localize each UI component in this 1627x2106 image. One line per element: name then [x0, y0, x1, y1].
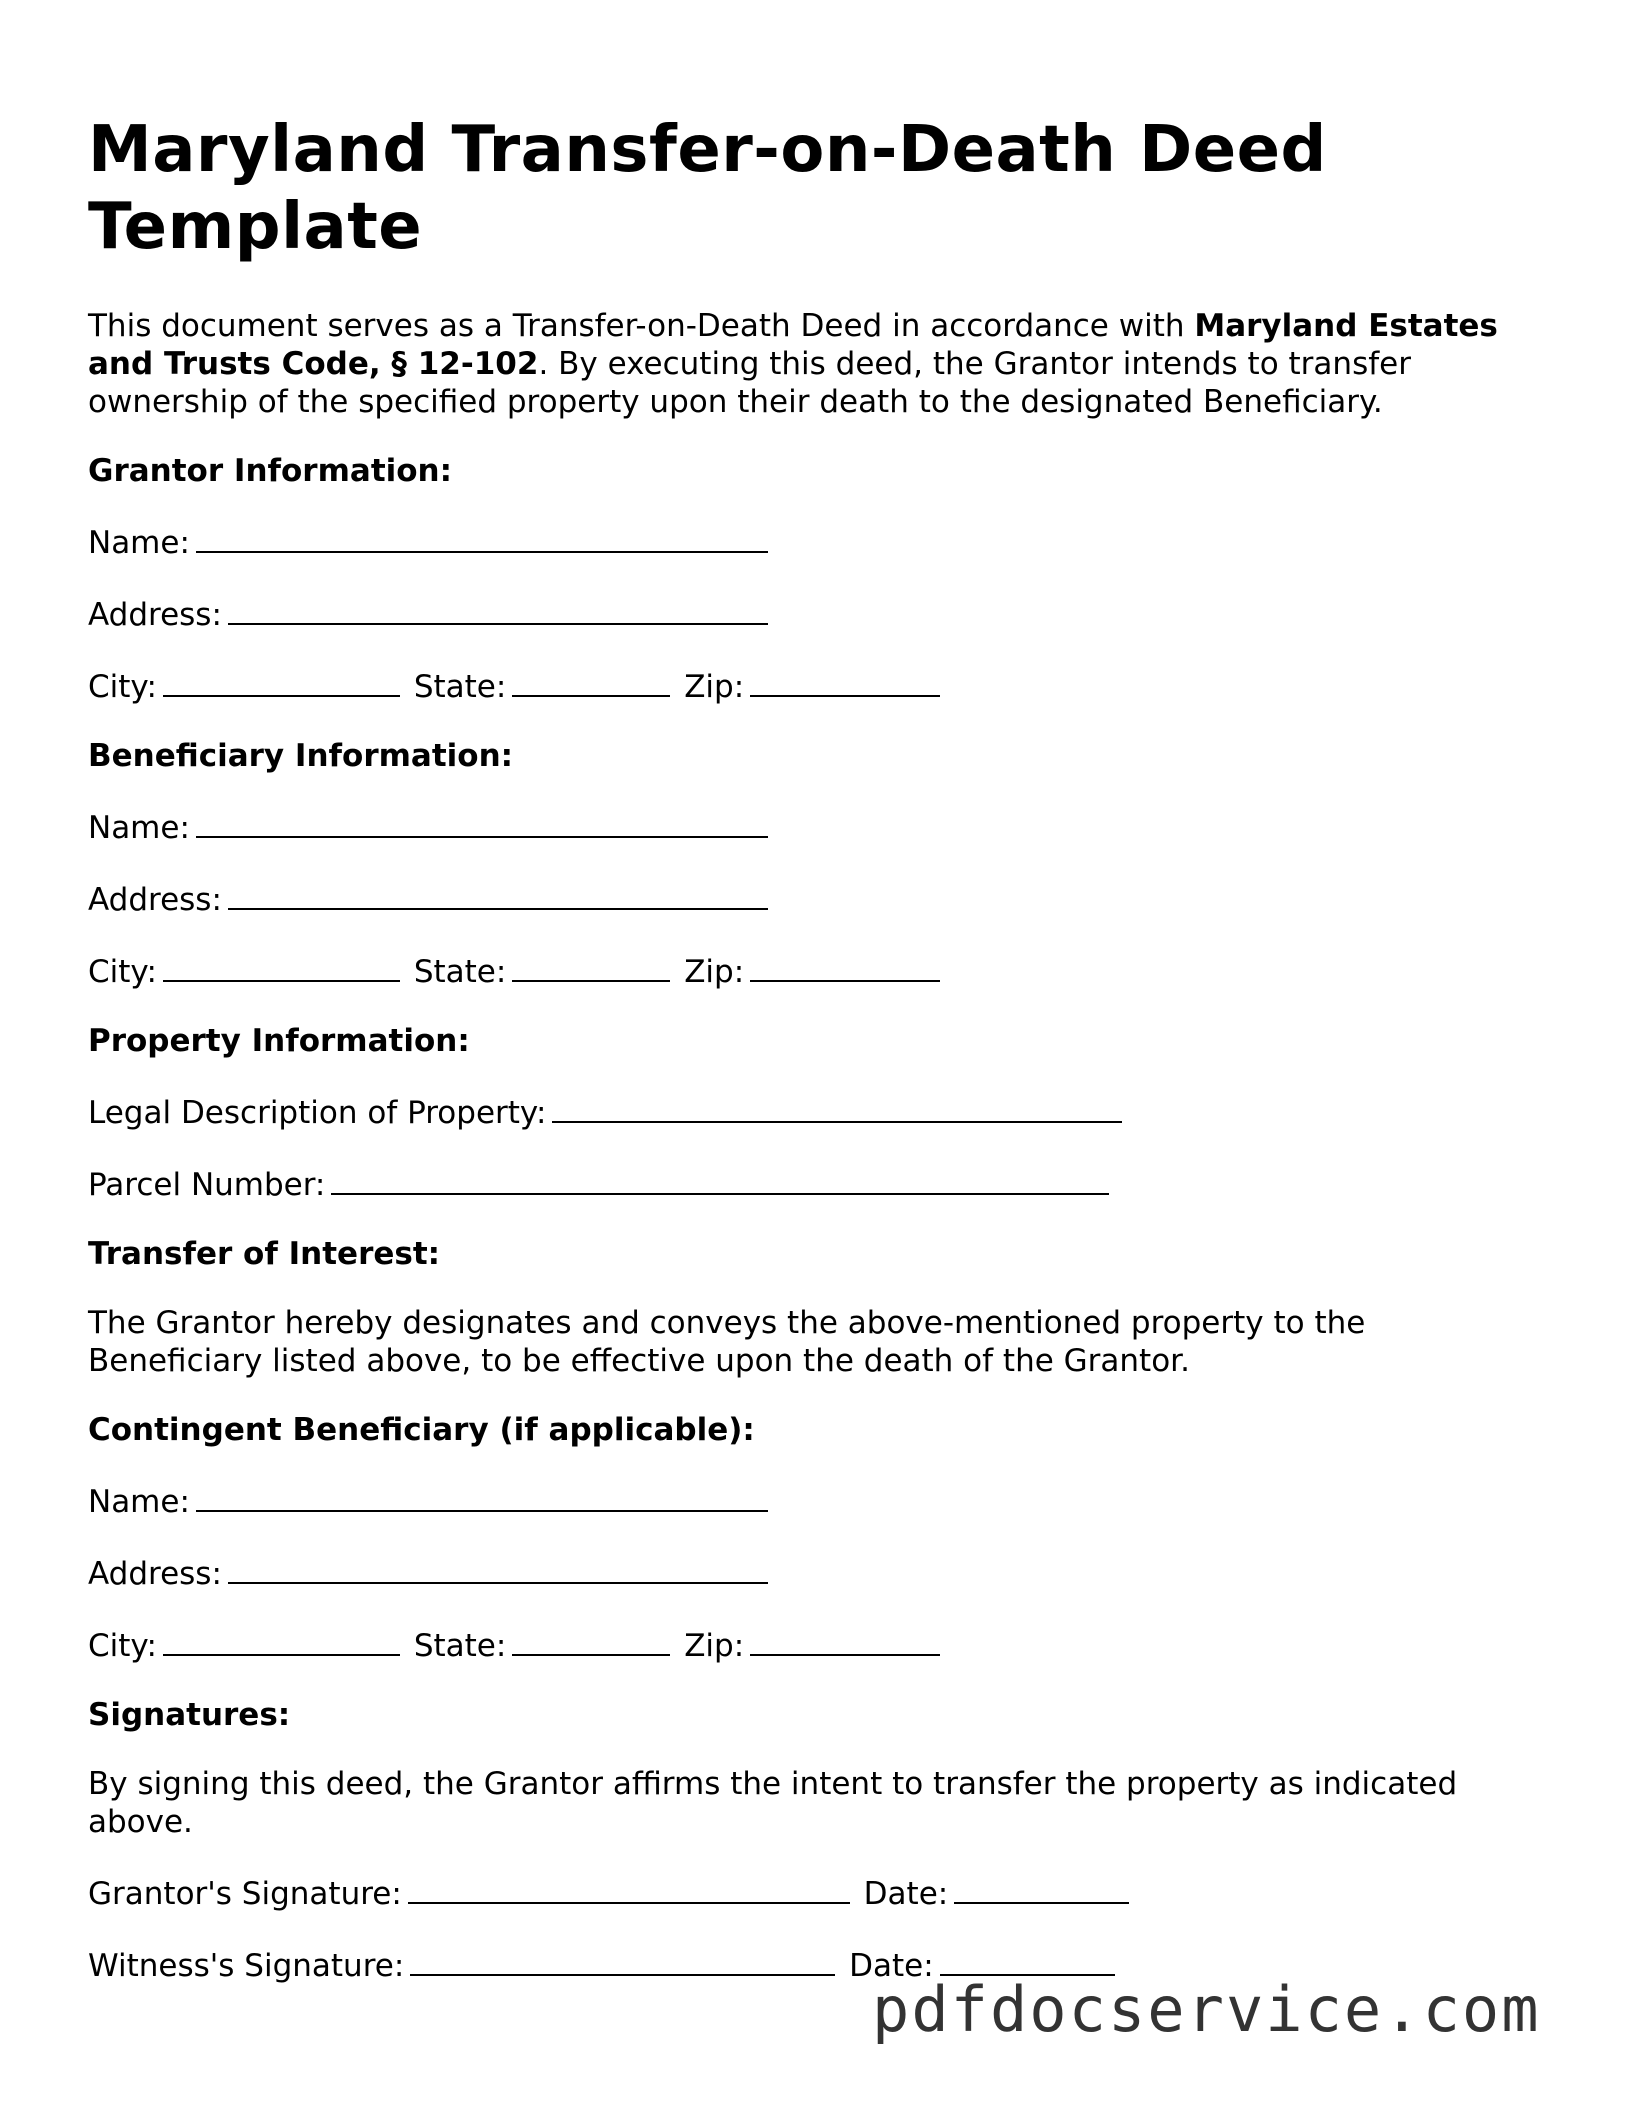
transfer-paragraph: The Grantor hereby designates and conveys the above-mentioned property to the Beneficiary listed above, to be effective upon the death of the Grantor.: [88, 1305, 1366, 1379]
grantor-address-field[interactable]: [228, 593, 768, 625]
beneficiary-name-label: Name:: [88, 810, 190, 846]
contingent-city-row: [88, 1624, 1508, 1665]
contingent-address-label: Address:: [88, 1556, 222, 1592]
grantor-city-row: [88, 665, 1508, 706]
grantor-signature-row: [88, 1872, 1508, 1913]
legal-description-row: [88, 1091, 1508, 1132]
legal-description-label: Legal Description of Property:: [88, 1095, 547, 1131]
grantor-heading: Grantor Information:: [88, 453, 453, 489]
beneficiary-address-field[interactable]: [228, 878, 768, 910]
grantor-name-row: [88, 521, 1508, 562]
parcel-number-label: Parcel Number:: [88, 1167, 326, 1203]
grantor-signature-label: Grantor's Signature:: [88, 1876, 402, 1912]
contingent-address-field[interactable]: [228, 1552, 768, 1584]
contingent-name-row: [88, 1480, 1508, 1521]
contingent-city-label: City:: [88, 1628, 157, 1664]
contingent-state-field[interactable]: [512, 1624, 670, 1656]
beneficiary-address-row: [88, 878, 1508, 919]
document-page: [88, 112, 1508, 1985]
grantor-address-row: [88, 593, 1508, 634]
grantor-city-field[interactable]: [163, 665, 400, 697]
beneficiary-address-label: Address:: [88, 882, 222, 918]
intro-text-end: . By executing this deed, the Grantor intends to transfer ownership of the specified property upon their death to the designated Beneficiary.: [88, 346, 1411, 420]
grantor-state-field[interactable]: [512, 665, 670, 697]
watermark: pdfdocservice.com: [872, 1973, 1541, 2046]
witness-signature-label: Witness's Signature:: [88, 1948, 405, 1984]
grantor-zip-field[interactable]: [750, 665, 940, 697]
document-title: Maryland Transfer-on-Death Deed Template: [88, 113, 1327, 264]
contingent-heading: Contingent Beneficiary (if applicable):: [88, 1412, 755, 1448]
parcel-number-field[interactable]: [331, 1163, 1109, 1195]
grantor-state-label: State:: [413, 669, 507, 705]
grantor-address-label: Address:: [88, 597, 222, 633]
beneficiary-name-row: [88, 806, 1508, 847]
beneficiary-name-field[interactable]: [196, 806, 768, 838]
contingent-state-label: State:: [413, 1628, 507, 1664]
property-heading: Property Information:: [88, 1023, 470, 1059]
grantor-signature-field[interactable]: [408, 1872, 850, 1904]
contingent-zip-field[interactable]: [750, 1624, 940, 1656]
grantor-name-field[interactable]: [196, 521, 768, 553]
intro-statute: Maryland Estates and Trusts Code, § 12-102: [88, 308, 1498, 382]
grantor-name-label: Name:: [88, 525, 190, 561]
grantor-city-label: City:: [88, 669, 157, 705]
beneficiary-zip-label: Zip:: [684, 954, 745, 990]
legal-description-field[interactable]: [552, 1091, 1122, 1123]
witness-date-label: Date:: [849, 1948, 934, 1984]
beneficiary-heading: Beneficiary Information:: [88, 738, 514, 774]
contingent-city-field[interactable]: [163, 1624, 400, 1656]
contingent-name-field[interactable]: [196, 1480, 768, 1512]
contingent-name-label: Name:: [88, 1484, 190, 1520]
beneficiary-city-label: City:: [88, 954, 157, 990]
beneficiary-city-field[interactable]: [163, 950, 400, 982]
parcel-number-row: [88, 1163, 1508, 1204]
beneficiary-zip-field[interactable]: [750, 950, 940, 982]
grantor-date-label: Date:: [863, 1876, 949, 1912]
witness-signature-field[interactable]: [410, 1944, 835, 1976]
grantor-date-field[interactable]: [954, 1872, 1129, 1904]
beneficiary-state-label: State:: [413, 954, 507, 990]
transfer-heading: Transfer of Interest:: [88, 1236, 441, 1272]
contingent-zip-label: Zip:: [684, 1628, 745, 1664]
intro-text-start: This document serves as a Transfer-on-Death Deed in accordance with: [88, 308, 1195, 344]
signatures-paragraph: By signing this deed, the Grantor affirms the intent to transfer the property as indicated above.: [88, 1766, 1458, 1840]
beneficiary-city-row: [88, 950, 1508, 991]
grantor-zip-label: Zip:: [684, 669, 745, 705]
witness-date-field[interactable]: [940, 1944, 1115, 1976]
intro-paragraph: [88, 307, 1508, 421]
contingent-address-row: [88, 1552, 1508, 1593]
signatures-heading: Signatures:: [88, 1697, 291, 1733]
beneficiary-state-field[interactable]: [512, 950, 670, 982]
